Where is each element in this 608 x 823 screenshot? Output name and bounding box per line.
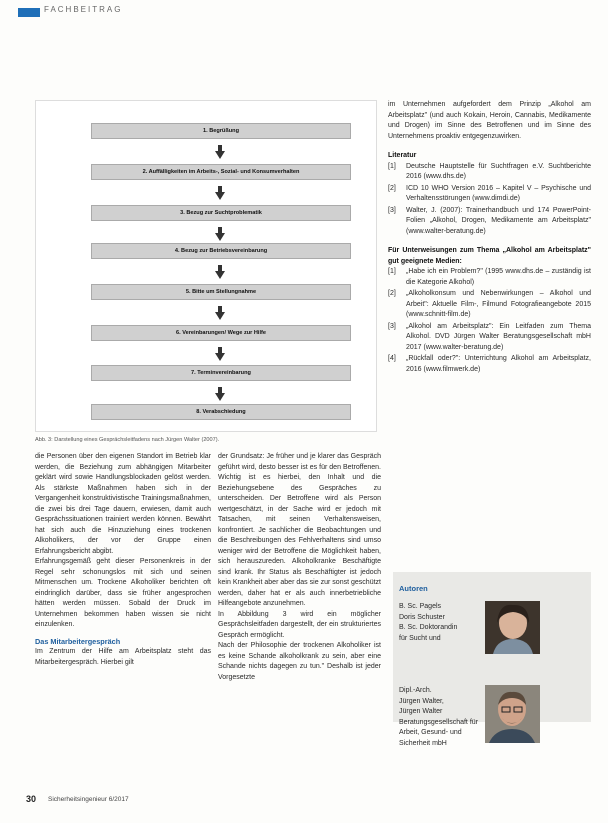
author-photo bbox=[485, 601, 540, 654]
diagram-step: 4. Bezug zur Betriebsvereinbarung bbox=[91, 243, 351, 259]
author-photo bbox=[485, 685, 540, 743]
diagram-step: 7. Terminvereinbarung bbox=[91, 365, 351, 381]
figure-caption: Abb. 3: Darstellung eines Gesprächsleitfadens nach Jürgen Walter (2007). bbox=[35, 437, 220, 443]
reference-item: [3] Walter, J. (2007): Trainerhandbuch und 174 PowerPoint-Folien „Alkohol, Drogen, Medikamente am Arbeitsplatz" (www.walter-beratung.de) bbox=[388, 206, 591, 235]
paragraph: im Unternehmen aufgefordert dem Prinzip „Alkohol am Arbeitsplatz" (und auch Kokain, Heroin, Cannabis, Medikamente und Drogen) im Sinne des Betroffenen und im Sinne des Unternehmens proaktiv entgegenzuwirken. bbox=[388, 101, 591, 140]
paragraph: die Personen über den eigenen Standort im Betrieb klar werden, die Beziehung zum abhängigen Mitarbeiter geklärt wird sowie Handlungsblockaden gelöst werden. Als stärkste Maßnahmen haben sich in der Vergangenheit konstruktivistische Trainingsmaßnahmen, die zwei bis drei Tage dauern, erwiesen, damit auch Gesprächssituationen trainiert werden können. Bewährt hat sich auch die Hinzuziehung eines trockenen Alkoholikers, der vor der Gruppe einen Erfahrungsbericht abgibt. bbox=[35, 453, 211, 555]
media-item: [4] „Rückfall oder?": Unterrichtung Alkohol am Arbeitsplatz, 2016 (www.filmwerk.de) bbox=[388, 355, 591, 373]
media-heading: Für Unterweisungen zum Thema „Alkohol am Arbeitsplatz" gut geeignete Medien: bbox=[388, 247, 591, 265]
media-item: [2] „Alkoholkonsum und Nebenwirkungen – Alkohol und Arbeit": Aktuelle Film-, Filmund Fotografieangebote 2015 (www.schnitt-film.de) bbox=[388, 290, 591, 318]
paragraph: Im Zentrum der Hilfe am Arbeitsplatz steht das Mitarbeitergespräch. Hierbei gilt bbox=[35, 648, 211, 666]
paragraph: Nach der Philosophie der trockenen Alkoholiker ist es keine Schande alkoholkrank zu sein, aber eine Schande nichts dagegen zu tun." Deshalb ist jeder Vorgesetzte bbox=[218, 642, 381, 681]
right-column bbox=[388, 100, 591, 376]
arrow-down-icon bbox=[215, 393, 225, 401]
authors-heading: Autoren bbox=[399, 584, 428, 593]
literature-heading: Literatur bbox=[388, 152, 417, 159]
author-1-info: B. Sc. Pagels Doris Schuster B. Sc. Doktorandin für Sucht und bbox=[399, 603, 458, 642]
arrow-down-icon bbox=[215, 353, 225, 361]
paragraph: der Grundsatz: Je früher und je klarer das Gespräch geführt wird, desto besser ist es für den Betroffenen. Wichtig ist es hierbei, den Inhalt und die Beziehungsebene des Gespräches zu unterscheiden. Der Betroffene wird als Person wertgeschätzt, in der Sache wird er jedoch mit Tatsachen, mit seinen Verhaltensweisen, konfrontiert. Je sachlicher die Beobachtungen und die Beschreibungen des Fehlverhaltens sind umso weniger wird der Betroffene die Möglichkeit haben, sich herauszureden. Alkoholkranke Beschäftigte sind krank. Ihr Status als Beschäftigter ist jedoch kein Krankheit aber aber das sie zur sonst geschützt werden, daher hat er als auch innerbetriebliche Hilfeangebote anzunehmen. bbox=[218, 453, 381, 607]
diagram-step: 8. Verabschiedung bbox=[91, 404, 351, 420]
media-item: [1] „Habe ich ein Problem?" (1995 www.dhs.de – zuständig ist die Kategorie Alkohol) bbox=[388, 268, 591, 286]
arrow-down-icon bbox=[215, 233, 225, 241]
media-item: [3] „Alkohol am Arbeitsplatz": Ein Leitfaden zum Thema Alkohol. DVD Jürgen Walter Beratungsgesellschaft mbH 2017 (www.walter-beratung.de) bbox=[388, 322, 591, 351]
diagram-step: 1. Begrüßung bbox=[91, 123, 351, 139]
section-heading: Das Mitarbeitergespräch bbox=[35, 636, 121, 646]
section-label: FACHBEITRAG bbox=[44, 5, 123, 14]
header-accent-bar bbox=[18, 8, 40, 17]
arrow-down-icon bbox=[215, 192, 225, 200]
diagram-step: 6. Vereinbarungen/ Wege zur Hilfe bbox=[91, 325, 351, 341]
diagram-step: 2. Auffälligkeiten im Arbeits-, Sozial- und Konsumverhalten bbox=[91, 164, 351, 180]
paragraph: In Abbildung 3 wird ein möglicher Gesprächsleitfaden dargestellt, der ein strukturiertes Gespräch ermöglicht. bbox=[218, 610, 381, 639]
author-2-info: Dipl.-Arch. Jürgen Walter, Jürgen Walter Beratungsgesellschaft für Arbeit, Gesund- und Sicherheit mbH bbox=[399, 687, 478, 747]
page-number: 30 bbox=[26, 794, 37, 804]
arrow-down-icon bbox=[215, 312, 225, 320]
paragraph: Erfahrungsgemäß geht dieser Personenkreis in der Regel sehr schonungslos mit sich und seinen Mitmenschen um. Trockene Alkoholiker berichten oft eindringlich darüber, dass sie früher angesprochen hätten werden müssen. Sobald der Druck im Unternehmen bekommen haben wissen sie nicht einzulenken. bbox=[35, 558, 211, 628]
diagram-step: 3. Bezug zur Suchtproblematik bbox=[91, 205, 351, 221]
reference-item: [2] ICD 10 WHO Version 2016 – Kapitel V – Psychische und Verhaltensstörungen (www.dimdi.de) bbox=[388, 184, 591, 202]
journal-name: Sicherheitsingenieur 6/2017 bbox=[48, 796, 129, 803]
arrow-down-icon bbox=[215, 151, 225, 159]
left-column bbox=[35, 452, 211, 668]
conversation-guide-diagram bbox=[35, 100, 377, 432]
arrow-down-icon bbox=[215, 271, 225, 279]
middle-column bbox=[218, 452, 381, 683]
reference-item: [1] Deutsche Hauptstelle für Suchtfragen e.V. Suchtberichte 2016 (www.dhs.de) bbox=[388, 162, 591, 180]
diagram-step: 5. Bitte um Stellungnahme bbox=[91, 284, 351, 300]
